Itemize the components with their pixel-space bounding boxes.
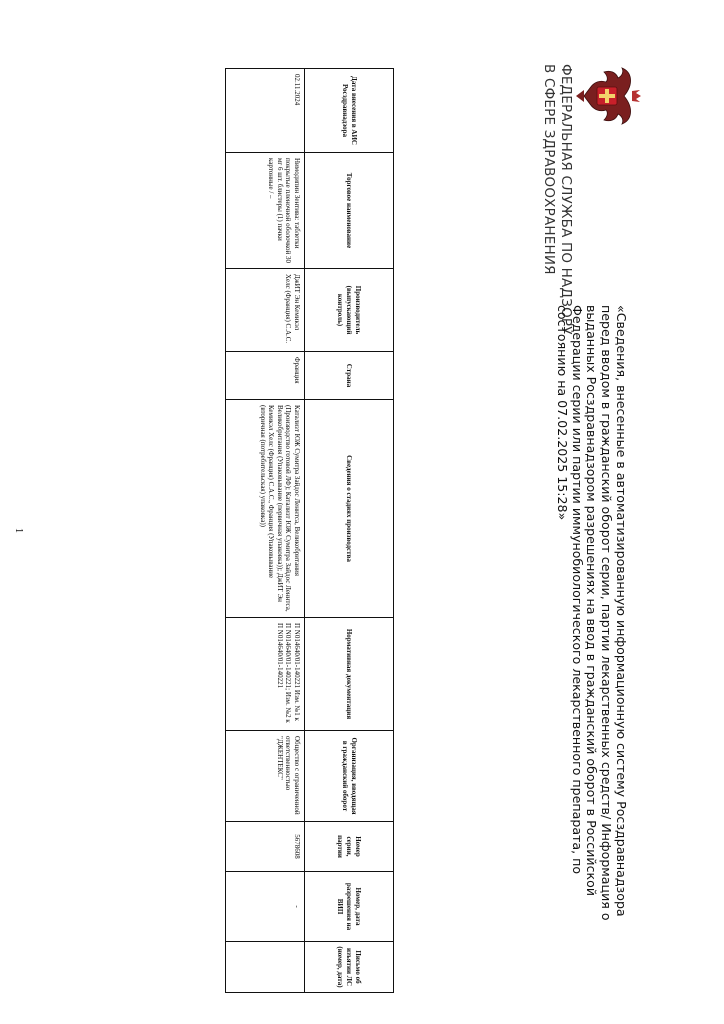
header-trade-name: Торговое наименование (305, 153, 394, 269)
header-organization: Организация, вводящая в гражданский оборот (305, 731, 394, 822)
cell-permit: - (226, 872, 305, 942)
cell-date: 02.11.2024 (226, 69, 305, 153)
header-ds-reason: Письмо об изъятии ЛС (номер, дата) (305, 942, 394, 993)
cell-manufacturer: ДжИТ Эн Кемикэл Хелс (Франция) С.А.С. (226, 269, 305, 352)
agency-name (540, 64, 574, 335)
document-title: «Сведения, внесенные в автоматизированную информационную систему Росздравнадзора перед вводом в гражданский оборот серии, партии лекарственных средств/ Информация о выданных Росздравнадзором разрешениях на ввод в гражданский оборот в Российской Федерации серии или партии иммунобиологического лекарственного препарата, по состоянию на 07.02.2025 15:28» (554, 305, 629, 921)
cell-ds-reason (226, 942, 305, 993)
agency-line-1: ФЕДЕРАЛЬНАЯ СЛУЖБА ПО НАДЗОРУ (558, 64, 574, 335)
batch-table (225, 68, 394, 993)
cell-production-stages: Катализт ЮЖ Сумитра Зайдос Леннтса, Великобритания (Производство готовой ЛФ); Катализт ЮЖ Сумитра Зайдос Леннтса, Великобритания (Упаковывание (первичная упаковка)); ДжИТ Эн Кемикэл Хелс (Франция) С.А.С., Франция (Упаковывание (вторичная (потребительская) упаковка)) (226, 400, 305, 618)
header-country: Страна (305, 352, 394, 400)
cell-regulatory-docs: П N014640/01-140221 Изм. №1 к П N014640/01-140221; Изм. №2 к П N014640/01-140221 (226, 618, 305, 731)
table-header-row (305, 69, 394, 993)
header-batch-number: Номер серии, партии (305, 822, 394, 872)
cell-organization: Общество с ограниченной ответственностью "ДЖЕНТЕКС" (226, 731, 305, 822)
cell-trade-name: Нимодипин Зентива: таблетки покрытые пленочной оболочкой 30 мг 6 шт. блистеры (1) пачки картонные / – (226, 153, 305, 269)
header-production-stages: Сведения о стадиях производства (305, 400, 394, 618)
cell-batch-number: 5678608 (226, 822, 305, 872)
header-date: Дата внесения в АИС Росздравнадзора (305, 69, 394, 153)
header-regulatory-docs: Нормативная документация (305, 618, 394, 731)
agency-line-2: В СФЕРЕ ЗДРАВООХРАНЕНИЯ (541, 64, 557, 275)
page-number: 1 (13, 528, 24, 533)
header-manufacturer: Производитель (выпускающий контроль) (305, 269, 394, 352)
cell-country: Франция (226, 352, 305, 400)
double-headed-eagle-emblem-icon (574, 64, 644, 128)
header-permit: Номер, дата разрешения на ВИП (305, 872, 394, 942)
table-row (226, 69, 305, 993)
